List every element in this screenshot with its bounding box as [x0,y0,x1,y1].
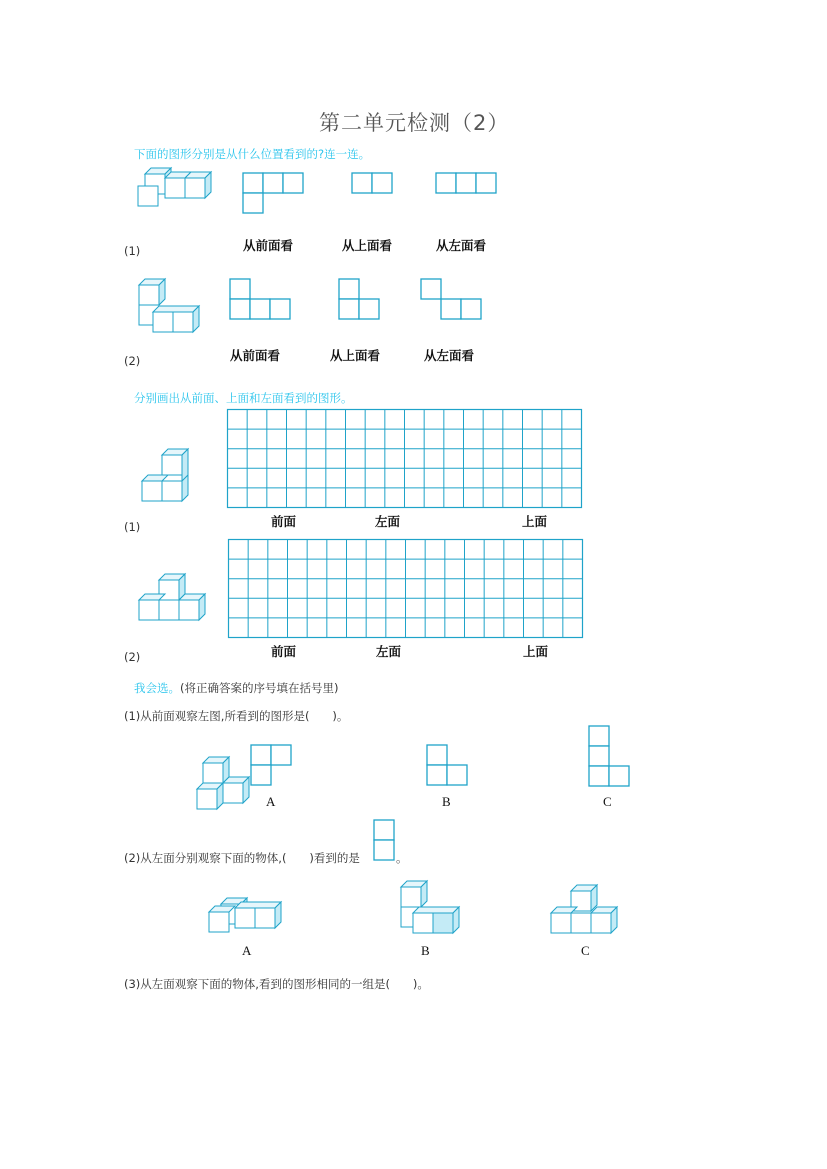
s1q2-view-label-left: 从左面看 [424,348,475,363]
s1q2-view-b [339,279,381,321]
s2q2-solid-figure [134,572,214,624]
s3q2-text-before: (2)从左面分别观察下面的物体,( )看到的是 [124,851,360,865]
s1q1-view-label-front: 从前面看 [243,238,294,253]
s1q2-view-label-front: 从前面看 [230,348,281,363]
s3q1-solid-figure [194,755,254,811]
s3q2-option-b-figure[interactable] [397,876,467,938]
section1-instruction: 下面的图形分别是从什么位置看到的?连一连。 [134,147,371,161]
s1q2-solid-figure [134,276,204,338]
s2q2-label-front: 前面 [271,644,297,659]
s3q2-option-b-label[interactable]: B [421,943,430,958]
s1q2-number: (2) [124,354,141,368]
s3q1-option-c-label[interactable]: C [603,794,612,809]
s2q1-label-front: 前面 [271,514,297,529]
s2q1-drawing-grid[interactable] [227,409,583,509]
s2q2-label-top: 上面 [523,644,549,659]
s1q2-view-a [230,279,292,321]
s1q1-view-b [352,173,394,195]
s3q2-target-view-shape [374,820,396,862]
section2-instruction: 分别画出从前面、上面和左面看到的图形。 [134,391,353,405]
s3q2-option-c-label[interactable]: C [581,943,590,958]
s1q2-view-c [421,279,483,321]
page-title: 第二单元检测（2） [319,111,510,135]
s1q1-solid-figure [130,168,220,218]
section3-instruction-highlight: 我会选。 [134,681,180,695]
s1q1-number: (1) [124,244,141,258]
s3q1-text: (1)从前面观察左图,所看到的图形是( )。 [124,709,349,723]
section3-instruction [134,680,338,696]
s2q2-drawing-grid[interactable] [228,539,584,639]
s1q1-view-a [243,173,305,215]
s1q1-view-c [436,173,498,195]
s3q2-text-after: 。 [396,851,408,865]
s3q1-option-b-shape[interactable] [427,745,469,787]
s2q2-number: (2) [124,650,141,664]
s1q1-view-label-left: 从左面看 [436,238,487,253]
s3q1-option-b-label[interactable]: B [442,794,451,809]
s2q1-solid-figure [134,444,194,504]
s2q2-label-left: 左面 [376,644,402,659]
s1q2-view-label-top: 从上面看 [330,348,381,363]
s3q1-option-a-label[interactable]: A [266,794,276,809]
s1q1-view-label-top: 从上面看 [342,238,393,253]
s3q2-option-a-label[interactable]: A [242,943,252,958]
section3-instruction-rest: (将正确答案的序号填在括号里) [180,681,339,695]
s3q2-option-a-figure[interactable] [205,896,287,936]
s3q1-option-c-shape[interactable] [589,726,631,788]
s3q1-option-a-shape[interactable] [251,745,293,787]
s2q1-number: (1) [124,520,141,534]
s3q3-text: (3)从左面观察下面的物体,看到的图形相同的一组是( )。 [124,977,429,991]
s3q2-option-c-figure[interactable] [547,882,623,938]
s2q1-label-left: 左面 [375,514,401,529]
s2q1-label-top: 上面 [522,514,548,529]
